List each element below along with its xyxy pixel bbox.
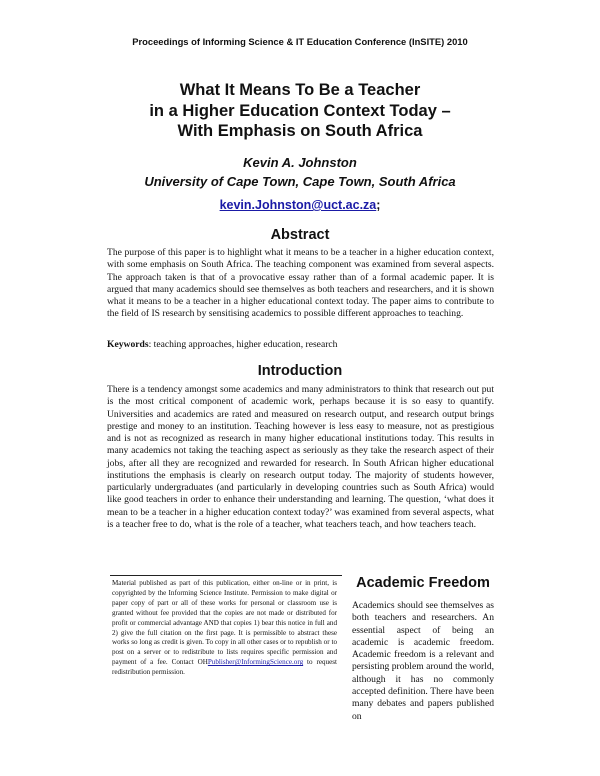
academic-freedom-text: Academics should see themselves as both teachers and researchers. An essential aspect of being an academic is academic freedom. Academic freedom is a relevant and persisting problem around the world, although it has no commonly accepted definition. There have been many debates and papers published on [352,600,495,722]
publisher-email-link[interactable]: Publisher@InformingScience.org [207,658,304,667]
running-head: Proceedings of Informing Science & IT Education Conference (InSITE) 2010 [132,36,468,47]
paper-title [60,80,540,142]
footnote-divider [110,575,342,576]
title-line-2: in a Higher Education Context Today – [149,101,451,120]
copyright-footnote [112,579,337,678]
academic-freedom-heading: Academic Freedom [356,575,490,591]
footnote-text-before: Material published as part of this publication, either on-line or in print, is copyrighted by the Informing Science Institute. Permission to make digital or paper copy of part or all of these works for personal or classroom use is granted without fee provided that the copies are not made or distributed for profit or commercial advantage AND that copies 1) bear this notice in full and 2) give the full citation on the first page. It is permissible to abstract these works so long as credit is given. To copy in all other cases or to republish or to post on a server or to redistribute to lists requires specific permission and payment of a fee. Contact OH [112,579,337,667]
title-line-1: What It Means To Be a Teacher [179,81,421,99]
email-line [60,198,540,212]
footnote-text-after: to request redistribution permission. [112,658,337,677]
title-line-3: With Emphasis on South Africa [177,122,423,140]
author-email-link[interactable]: kevin.Johnston@uct.ac.za [219,198,377,212]
author-block [60,153,540,191]
keywords-text: teaching approaches, higher education, research [153,339,338,350]
author-name: Kevin A. Johnston [243,155,357,170]
author-affiliation: University of Cape Town, Cape Town, South Africa [144,174,456,189]
email-suffix: ; [376,198,381,212]
keywords-label: Keywords [107,339,149,350]
keywords-line [107,339,494,351]
abstract-text: The purpose of this paper is to highlight what it means to be a teacher in a higher education context, with some emphasis on South Africa. The teaching component was examined from several aspects. The approach taken is that of a provocative essay rather than of a formal academic paper. It is argued that many academics should see themselves as both teachers and researchers, and it is shown what it means to be a teacher in a higher educational context today. The paper aims to contribute to the field of IS research by sensitising academics to possible different approaches to teaching. [107,247,494,320]
abstract-heading: Abstract [270,227,330,243]
introduction-text: There is a tendency amongst some academics and many administrators to think that research out put is the most critical component of academic work, perhaps because it is so easy to quantify. Universities and academics are rated and measured on research output, and research output brings prestige and money to an institution. Teaching however is less easy to measure, not as prestigious and is not as recognized as research in many higher educational institutions today. This results in many academics not taking the teaching aspect as seriously as they take the research aspect of their jobs, after all they are recognized and rewarded for research. In South African higher educational institutions the emphasis is clearly on research output today. The majority of students however, particularly undergraduates (and particularly in developing countries such as South Africa) would like good teachers in order to enhance their understanding and learning. The question, ‘what does it mean to be a teacher in a higher education context today?’ was examined from several aspects, what is a teacher free to do, what is the role of a teacher, what teachers teach, and how teachers teach. [107,384,494,530]
keywords-separator: : [148,339,154,350]
introduction-heading: Introduction [257,363,343,379]
